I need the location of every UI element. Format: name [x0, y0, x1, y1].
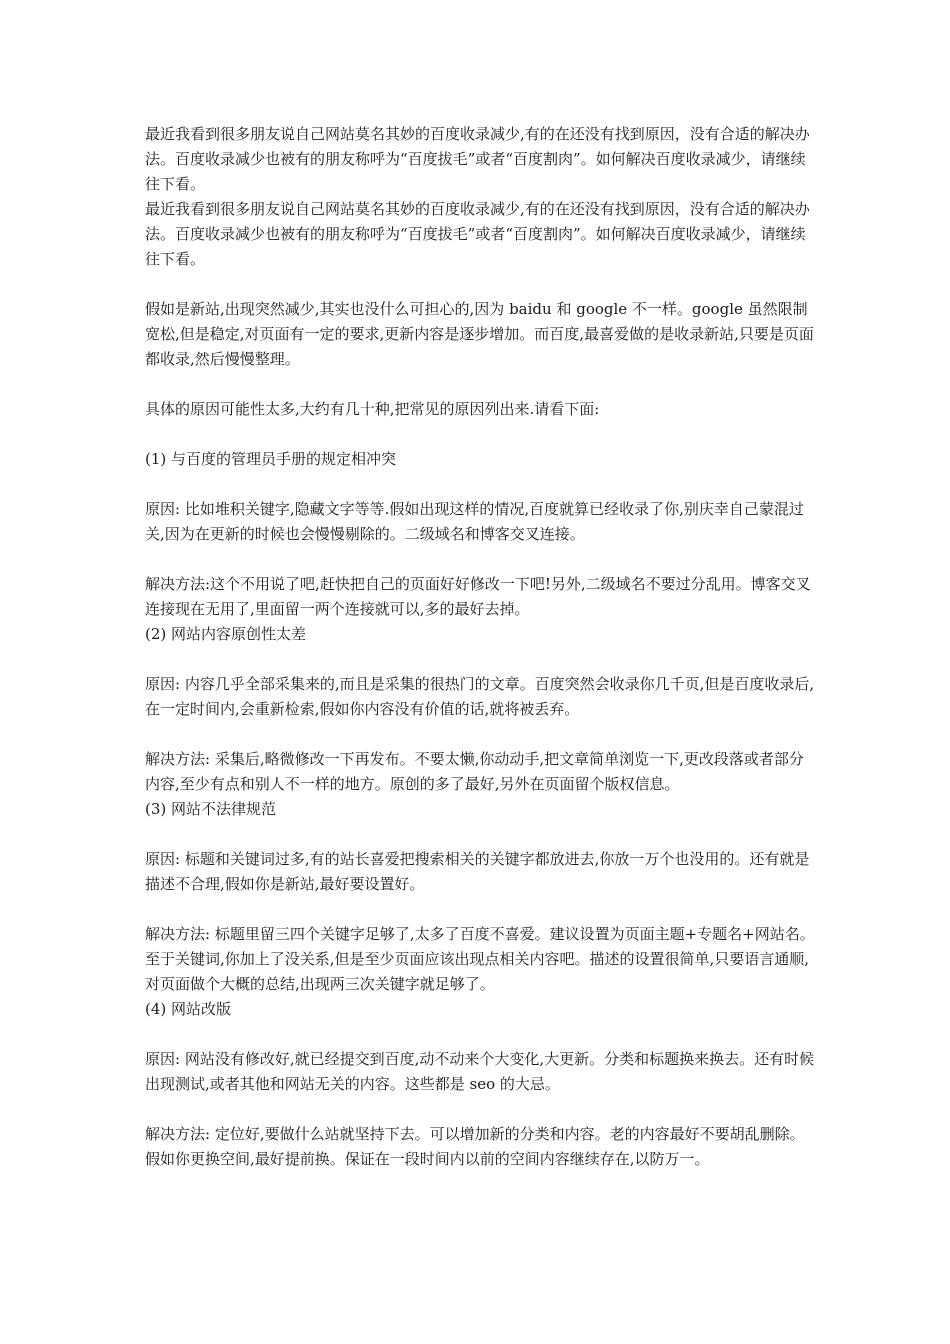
paragraph: (3) 网站不法律规范	[145, 800, 277, 818]
blank-line	[145, 722, 817, 747]
paragraph: 原因: 内容几乎全部采集来的,而且是采集的很热门的文章。百度突然会收录你几千页,但是百度收录后,在一定时间内,会重新检索,假如你内容没有价值的话,就将被丢弃。	[145, 675, 815, 718]
paragraph: 原因: 标题和关键词过多,有的站长喜爱把搜索相关的关键字都放进去,你放一万个也没用的。还有就是描述不合理,假如你是新站,最好要设置好。	[145, 850, 810, 893]
paragraph: 解决方法:这个不用说了吧,赶快把自己的页面好好修改一下吧!另外,二级域名不要过分乱用。博客交叉连接现在无用了,里面留一两个连接就可以,多的最好去掉。	[145, 575, 811, 618]
paragraph: 假如是新站,出现突然减少,其实也没什么可担心的,因为 baidu 和 google 不一样。google 虽然限制宽松,但是稳定,对页面有一定的要求,更新内容是逐步增加。而百度,最喜爱做的是收录新站,只要是页面都收录,然后慢慢整理。	[145, 300, 814, 368]
blank-line	[145, 372, 817, 397]
paragraph: 最近我看到很多朋友说自己网站莫名其妙的百度收录减少,有的在还没有找到原因，没有合适的解决办法。百度收录减少也被有的朋友称呼为“百度拔毛”或者“百度割肉”。如何解决百度收录减少，请继续往下看。	[145, 125, 810, 193]
paragraph: 原因: 网站没有修改好,就已经提交到百度,动不动来个大变化,大更新。分类和标题换来换去。还有时候出现测试,或者其他和网站无关的内容。这些都是 seo 的大忌。	[145, 1050, 815, 1093]
blank-line	[145, 1097, 817, 1122]
paragraph: (4) 网站改版	[145, 1000, 232, 1018]
document-body	[145, 122, 817, 1172]
paragraph: 最近我看到很多朋友说自己网站莫名其妙的百度收录减少,有的在还没有找到原因，没有合适的解决办法。百度收录减少也被有的朋友称呼为“百度拔毛”或者“百度割肉”。如何解决百度收录减少，请继续往下看。	[145, 200, 810, 268]
blank-line	[145, 422, 817, 447]
paragraph: 解决方法: 采集后,略微修改一下再发布。不要太懒,你动动手,把文章简单浏览一下,更改段落或者部分内容,至少有点和别人不一样的地方。原创的多了最好,另外在页面留个版权信息。	[145, 750, 804, 793]
blank-line	[145, 897, 817, 922]
paragraph: 解决方法: 定位好,要做什么站就坚持下去。可以增加新的分类和内容。老的内容最好不要胡乱删除。假如你更换空间,最好提前换。保证在一段时间内以前的空间内容继续存在,以防万一。	[145, 1125, 805, 1168]
blank-line	[145, 547, 817, 572]
blank-line	[145, 472, 817, 497]
blank-line	[145, 647, 817, 672]
blank-line	[145, 1022, 817, 1047]
paragraph: (2) 网站内容原创性太差	[145, 625, 307, 643]
paragraph: 解决方法: 标题里留三四个关键字足够了,太多了百度不喜爱。建议设置为页面主题+专题名+网站名。至于关键词,你加上了没关系,但是至少页面应该出现点相关内容吧。描述的设置很简单,只要语言通顺,对页面做个大概的总结,出现两三次关键字就足够了。	[145, 925, 815, 993]
paragraph: 具体的原因可能性太多,大约有几十种,把常见的原因列出来.请看下面:	[145, 400, 600, 418]
paragraph: (1) 与百度的管理员手册的规定相冲突	[145, 450, 397, 468]
blank-line	[145, 272, 817, 297]
blank-line	[145, 822, 817, 847]
paragraph: 原因: 比如堆积关键字,隐藏文字等等.假如出现这样的情况,百度就算已经收录了你,别庆幸自己蒙混过关,因为在更新的时候也会慢慢剔除的。二级域名和博客交叉连接。	[145, 500, 804, 543]
